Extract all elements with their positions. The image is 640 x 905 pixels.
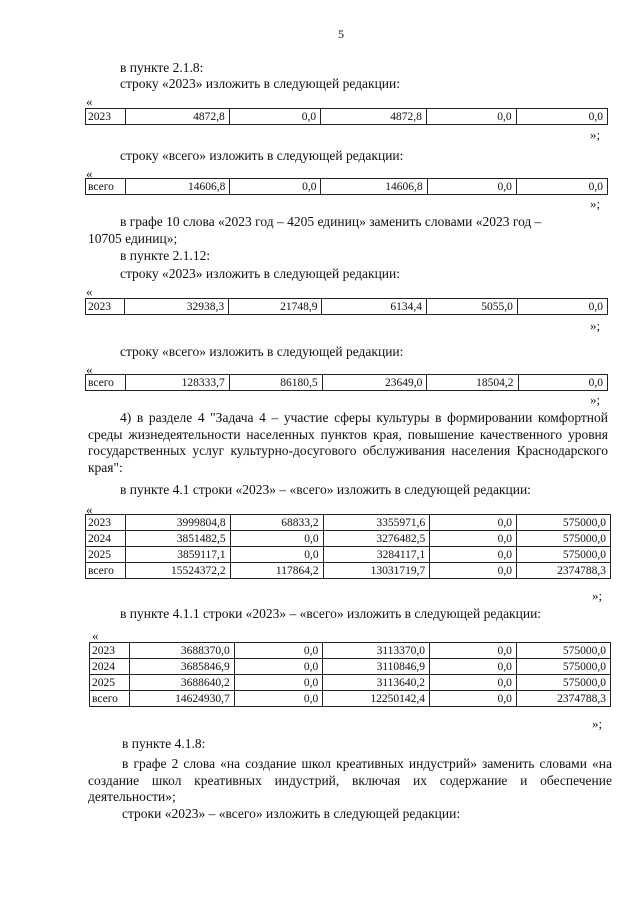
row-label-cell: 2025: [86, 547, 126, 563]
close-quote: »;: [590, 127, 601, 142]
value-cell: 3284117,1: [323, 547, 430, 563]
value-cell: 3276482,5: [323, 531, 430, 547]
value-cell: 3999804,8: [125, 515, 230, 531]
value-cell: 14624930,7: [129, 691, 234, 707]
value-cell: 0,0: [517, 299, 607, 315]
value-cell: 3110846,9: [323, 659, 430, 675]
clause-heading: в пункте 4.1.8:: [122, 736, 206, 751]
close-quote: »;: [590, 318, 601, 333]
row-label-cell: всего: [86, 375, 126, 391]
section-paragraph: в графе 2 слова «на создание школ креативных индустрий» заменить словами «на создание школ креативных индустрий, включая их содержание и обеспечение деятельности»;: [88, 756, 612, 804]
value-cell: 575000,0: [516, 643, 610, 659]
open-quote: «: [92, 628, 99, 643]
instruction-line: строки «2023» – «всего» изложить в следующей редакции:: [122, 806, 461, 821]
value-cell: 32938,3: [125, 299, 229, 315]
close-quote: »;: [592, 716, 603, 731]
value-cell: 0,0: [430, 643, 517, 659]
value-cell: 2374788,3: [516, 691, 610, 707]
value-cell: 0,0: [234, 691, 323, 707]
value-cell: 575000,0: [516, 675, 610, 691]
value-cell: 0,0: [234, 675, 323, 691]
table-row: [86, 299, 608, 315]
value-cell: 0,0: [234, 643, 323, 659]
value-cell: 6134,4: [322, 299, 427, 315]
table-row: [90, 643, 611, 659]
open-quote: «: [86, 166, 93, 181]
value-cell: 3688640,2: [129, 675, 234, 691]
table-row: [86, 547, 611, 563]
value-cell: 3113640,2: [323, 675, 430, 691]
value-cell: 0,0: [430, 515, 517, 531]
value-cell: 12250142,4: [323, 691, 430, 707]
value-cell: 0,0: [430, 659, 517, 675]
value-cell: 128333,7: [125, 375, 229, 391]
close-quote: »;: [590, 392, 601, 407]
value-cell: 68833,2: [230, 515, 323, 531]
value-cell: 0,0: [516, 179, 607, 195]
instruction-line: строку «всего» изложить в следующей редакции:: [120, 148, 404, 163]
replacement-table: [89, 642, 611, 707]
replacement-table: [85, 108, 608, 125]
value-cell: 0,0: [430, 531, 517, 547]
value-cell: 575000,0: [516, 659, 610, 675]
value-cell: 14606,8: [321, 179, 427, 195]
table-row: [86, 563, 611, 579]
replacement-table: [85, 298, 608, 315]
value-cell: 0,0: [229, 109, 320, 125]
value-cell: 3688370,0: [129, 643, 234, 659]
value-cell: 3355971,6: [323, 515, 430, 531]
value-cell: 5055,0: [427, 299, 518, 315]
value-cell: 3851482,5: [125, 531, 230, 547]
table-row: [86, 375, 608, 391]
page-number: 5: [338, 27, 344, 41]
table-row: [86, 515, 611, 531]
row-label-cell: всего: [86, 563, 126, 579]
value-cell: 0,0: [230, 531, 323, 547]
instruction-line: строку «всего» изложить в следующей редакции:: [120, 344, 404, 359]
row-label-cell: всего: [86, 179, 126, 195]
value-cell: 0,0: [518, 375, 607, 391]
row-label-cell: 2023: [86, 109, 126, 125]
replacement-table: [85, 374, 608, 391]
value-cell: 575000,0: [516, 515, 610, 531]
value-cell: 0,0: [230, 179, 321, 195]
value-cell: 0,0: [427, 179, 516, 195]
value-cell: 13031719,7: [323, 563, 430, 579]
value-cell: 21748,9: [229, 299, 322, 315]
table-row: [90, 659, 611, 675]
value-cell: 14606,8: [125, 179, 229, 195]
row-label-cell: 2024: [90, 659, 130, 675]
row-label-cell: 2024: [86, 531, 126, 547]
instruction-line: в графе 10 слова «2023 год – 4205 единиц» заменить словами «2023 год –: [120, 214, 542, 229]
table-row: [86, 531, 611, 547]
clause-heading: в пункте 2.1.8:: [120, 60, 204, 75]
value-cell: 0,0: [426, 109, 516, 125]
value-cell: 15524372,2: [125, 563, 230, 579]
instruction-line: строку «2023» изложить в следующей редакции:: [120, 266, 401, 281]
value-cell: 0,0: [430, 547, 517, 563]
value-cell: 4872,8: [125, 109, 229, 125]
value-cell: 18504,2: [427, 375, 518, 391]
replacement-table: [85, 514, 611, 579]
value-cell: 0,0: [430, 563, 517, 579]
instruction-line: в пункте 4.1.1 строки «2023» – «всего» изложить в следующей редакции:: [120, 606, 542, 621]
value-cell: 575000,0: [516, 547, 610, 563]
open-quote: «: [86, 362, 93, 377]
value-cell: 575000,0: [516, 531, 610, 547]
replacement-table: [85, 178, 608, 195]
instruction-line: в пункте 4.1 строки «2023» – «всего» изложить в следующей редакции:: [120, 482, 531, 497]
instruction-line: 10705 единиц»;: [88, 231, 178, 246]
value-cell: 117864,2: [230, 563, 323, 579]
row-label-cell: 2025: [90, 675, 130, 691]
table-row: [90, 691, 611, 707]
value-cell: 4872,8: [321, 109, 427, 125]
value-cell: 3685846,9: [129, 659, 234, 675]
row-label-cell: всего: [90, 691, 130, 707]
value-cell: 86180,5: [229, 375, 322, 391]
table-row: [86, 109, 608, 125]
open-quote: «: [86, 502, 93, 517]
value-cell: 0,0: [430, 691, 517, 707]
value-cell: 0,0: [430, 675, 517, 691]
table-row: [90, 675, 611, 691]
row-label-cell: 2023: [86, 299, 125, 315]
row-label-cell: 2023: [86, 515, 126, 531]
section-paragraph: 4) в разделе 4 "Задача 4 – участие сферы культуры в формировании комфортной среды жизнедеятельности населенных пунктов края, повышение качественного уровня государственных услуг культурно-досугового обслуживания населения Краснодарского края":: [88, 410, 608, 475]
value-cell: 3859117,1: [125, 547, 230, 563]
close-quote: »;: [592, 588, 603, 603]
table-row: [86, 179, 608, 195]
clause-heading: в пункте 2.1.12:: [120, 248, 211, 263]
value-cell: 0,0: [230, 547, 323, 563]
value-cell: 0,0: [516, 109, 607, 125]
close-quote: »;: [590, 196, 601, 211]
open-quote: «: [86, 284, 93, 299]
instruction-line: строку «2023» изложить в следующей редакции:: [120, 76, 401, 91]
value-cell: 0,0: [234, 659, 323, 675]
value-cell: 23649,0: [322, 375, 427, 391]
open-quote: «: [86, 94, 93, 109]
row-label-cell: 2023: [90, 643, 130, 659]
value-cell: 3113370,0: [323, 643, 430, 659]
value-cell: 2374788,3: [516, 563, 610, 579]
